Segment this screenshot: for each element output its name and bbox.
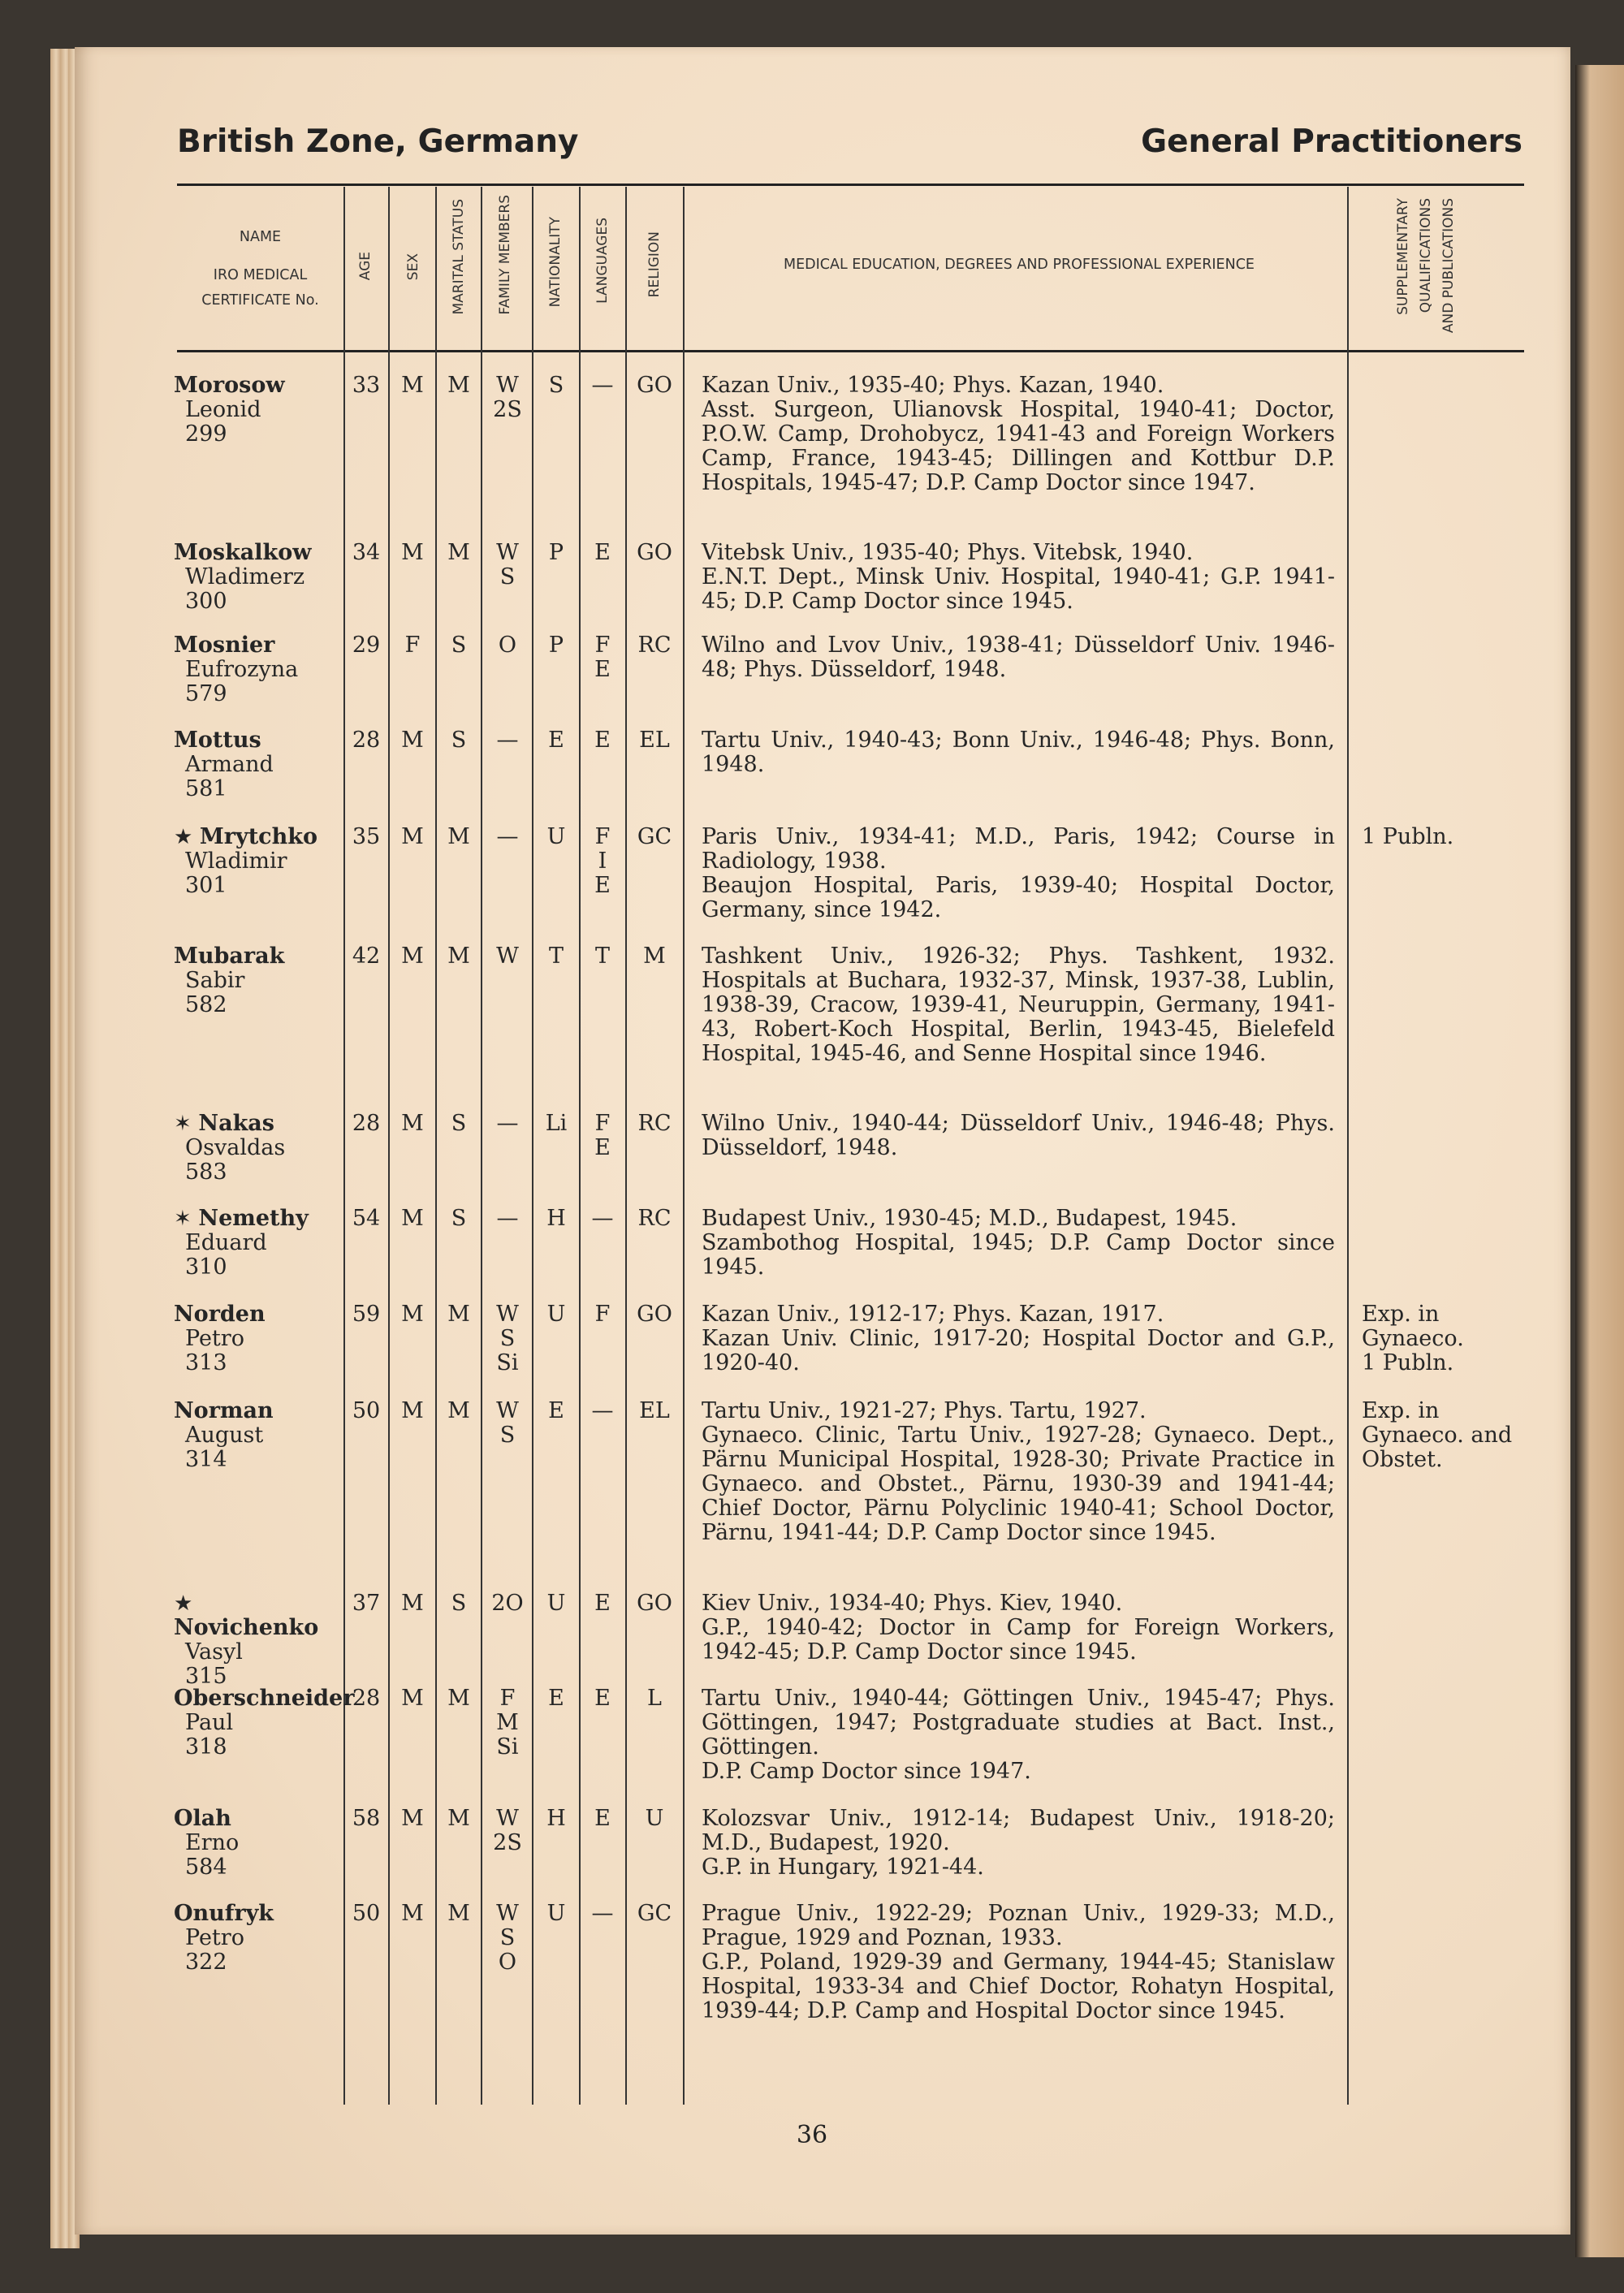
running-header-left: British Zone, Germany [177, 123, 579, 160]
given-name: Wladimerz [185, 564, 305, 589]
name-cell [174, 1302, 340, 1375]
family-members-cell: W S Si [496, 1302, 519, 1375]
surname: Oberschneider [174, 1686, 355, 1711]
given-name: August [185, 1423, 264, 1448]
marital-status-cell: M [447, 540, 470, 565]
languages-cell: — [591, 1901, 614, 1926]
religion-cell: U [645, 1806, 664, 1831]
nationality-cell: S [548, 373, 564, 398]
given-name: Eufrozyna [185, 657, 299, 682]
sex-cell: M [401, 1686, 424, 1711]
column-header-family-members: FAMILY MEMBERS [497, 195, 513, 315]
languages-cell: F E [594, 633, 611, 682]
nationality-cell: Li [545, 1111, 568, 1136]
name-cell [174, 1686, 355, 1760]
marital-status-cell: M [447, 1901, 470, 1926]
age-cell: 50 [352, 1398, 381, 1423]
languages-cell: T [594, 944, 610, 969]
name-cell [174, 1591, 340, 1689]
certificate-number: 579 [185, 681, 227, 706]
languages-cell: F I E [594, 824, 611, 898]
education-cell: Kazan Univ., 1935-40; Phys. Kazan, 1940. Asst. Surgeon, Ulianovsk Hospital, 1940-41; Doctor, P.O.W. Camp, Drohobycz, 1941-43 and Foreign Workers Camp, France, 1943-45; Dillingen and Kottbur D.P. Hospitals, 1945-47; D.P. Camp Doctor since 1947. [702, 373, 1335, 495]
sex-cell: F [404, 633, 421, 658]
religion-cell: GO [637, 1591, 672, 1616]
religion-cell: RC [637, 1206, 672, 1231]
column-header-age: AGE [357, 252, 374, 281]
header-top-rule [177, 184, 1524, 186]
marital-status-cell: S [451, 1591, 467, 1616]
certificate-number: 315 [185, 1664, 227, 1689]
surname: Moskalkow [174, 540, 312, 565]
education-cell: Kolozsvar Univ., 1912-14; Budapest Univ., 1918-20; M.D., Budapest, 1920. G.P. in Hungary, 1921-44. [702, 1806, 1335, 1880]
given-name: Petro [185, 1925, 244, 1950]
languages-cell: F [594, 1302, 611, 1327]
name-cell [174, 541, 340, 614]
marital-status-cell: M [447, 1686, 470, 1711]
family-members-cell: W S [496, 540, 519, 589]
religion-cell: EL [639, 728, 670, 753]
nationality-cell: E [548, 728, 564, 753]
education-cell: Prague Univ., 1922-29; Poznan Univ., 1929-33; M.D., Prague, 1929 and Poznan, 1933. G.P., Poland, 1929-39 and Germany, 1944-45; Stanislaw Hospital, 1933-34 and Chief Doctor, Rohatyn Hospital, 1939-44; D.P. Camp and Hospital Doctor since 1945. [702, 1901, 1335, 2023]
nationality-cell: H [546, 1206, 566, 1231]
languages-cell: F E [594, 1111, 611, 1160]
name-cell [174, 1902, 340, 1975]
given-name: Leonid [185, 397, 261, 422]
marital-status-cell: S [451, 728, 467, 753]
languages-cell: E [594, 1591, 611, 1616]
sex-cell: M [401, 373, 424, 398]
nationality-cell: U [546, 1901, 566, 1926]
family-members-cell: W S [496, 1398, 519, 1448]
religion-cell: M [643, 944, 666, 969]
given-name: Petro [185, 1326, 244, 1351]
name-cell [174, 825, 340, 898]
name-cell [174, 1207, 340, 1280]
age-cell: 35 [352, 824, 381, 849]
sex-cell: M [401, 1901, 424, 1926]
education-cell: Tartu Univ., 1921-27; Phys. Tartu, 1927. Gynaeco. Clinic, Tartu Univ., 1927-28; Gynaeco. Dept., Pärnu Municipal Hospital, 1928-30; Private Practice in Gynaeco. and Obstet., Pärnu, 1930-39 and 1941-44; Chief Doctor, Pärnu Polyclinic 1940-41; School Doctor, Pärnu, 1941-44; D.P. Camp Doctor since 1945. [702, 1398, 1335, 1545]
age-cell: 29 [352, 633, 381, 658]
given-name: Erno [185, 1830, 240, 1855]
religion-cell: RC [637, 1111, 672, 1136]
family-members-cell: W 2S [493, 1806, 522, 1855]
age-cell: 58 [352, 1806, 381, 1831]
name-cell [174, 1112, 340, 1185]
nationality-cell: U [546, 1302, 566, 1327]
family-members-cell: 2O [491, 1591, 524, 1616]
education-cell: Kiev Univ., 1934-40; Phys. Kiev, 1940. G.P., 1940-42; Doctor in Camp for Foreign Workers, 1942-45; D.P. Camp Doctor since 1945. [702, 1591, 1335, 1665]
star-marker: ★ [174, 825, 193, 849]
certificate-number: 299 [185, 421, 227, 447]
header-bottom-rule [177, 350, 1524, 352]
column-header-name: NAME IRO MEDICAL CERTIFICATE No. [201, 229, 319, 309]
name-cell [174, 1399, 340, 1472]
family-members-cell: W S O [496, 1901, 519, 1975]
family-members-cell: W 2S [493, 373, 522, 422]
age-cell: 28 [352, 1686, 381, 1711]
surname: Novichenko [174, 1615, 319, 1640]
surname: Mubarak [174, 944, 285, 969]
religion-cell: L [647, 1686, 662, 1711]
certificate-number: 300 [185, 589, 227, 614]
running-header-right: General Practitioners [1141, 123, 1522, 160]
sex-cell: M [401, 1591, 424, 1616]
family-members-cell: — [496, 728, 519, 753]
surname: Mosnier [174, 633, 275, 658]
certificate-number: 314 [185, 1447, 227, 1472]
certificate-number: 582 [185, 992, 227, 1017]
marital-status-cell: S [451, 1111, 467, 1136]
column-divider [683, 187, 685, 2105]
certificate-number: 322 [185, 1950, 227, 1975]
nationality-cell: P [548, 633, 564, 658]
supplementary-cell: 1 Publn. [1362, 824, 1454, 849]
name-cell [174, 633, 340, 706]
column-header-supplementary-3: AND PUBLICATIONS [1440, 198, 1457, 334]
surname: Mottus [174, 728, 261, 753]
sex-cell: M [401, 1398, 424, 1423]
column-divider [1347, 187, 1349, 2105]
given-name: Vasyl [185, 1639, 243, 1665]
marital-status-cell: S [451, 1206, 467, 1231]
column-header-religion: RELIGION [646, 231, 663, 298]
age-cell: 28 [352, 1111, 381, 1136]
languages-cell: E [594, 728, 611, 753]
supplementary-cell: Exp. in Gynaeco. and Obstet. [1362, 1398, 1513, 1472]
nationality-cell: U [546, 824, 566, 849]
given-name: Osvaldas [185, 1135, 286, 1160]
nationality-cell: E [548, 1686, 564, 1711]
name-cell [174, 944, 340, 1017]
certificate-number: 313 [185, 1350, 227, 1375]
nationality-cell: E [548, 1398, 564, 1423]
age-cell: 37 [352, 1591, 381, 1616]
education-cell: Paris Univ., 1934-41; M.D., Paris, 1942; Course in Radiology, 1938. Beaujon Hospital, Paris, 1939-40; Hospital Doctor, Germany, since 1942. [702, 824, 1335, 922]
family-members-cell: F M Si [496, 1686, 519, 1760]
education-cell: Vitebsk Univ., 1935-40; Phys. Vitebsk, 1940. E.N.T. Dept., Minsk Univ. Hospital, 1940-41; G.P. 1941-45; D.P. Camp Doctor since 1945. [702, 540, 1335, 614]
family-members-cell: — [496, 1206, 519, 1231]
sex-cell: M [401, 1111, 424, 1136]
family-members-cell: W [496, 944, 519, 969]
certificate-number: 318 [185, 1734, 227, 1760]
languages-cell: E [594, 1806, 611, 1831]
languages-cell: — [591, 1398, 614, 1423]
education-cell: Tartu Univ., 1940-44; Göttingen Univ., 1945-47; Phys. Göttingen, 1947; Postgraduate studies at Bact. Inst., Göttingen. D.P. Camp Doctor since 1947. [702, 1686, 1335, 1784]
languages-cell: E [594, 540, 611, 565]
given-name: Eduard [185, 1230, 267, 1255]
religion-cell: EL [639, 1398, 670, 1423]
column-header-marital-status: MARITAL STATUS [451, 199, 467, 315]
languages-cell: — [591, 1206, 614, 1231]
education-cell: Budapest Univ., 1930-45; M.D., Budapest, 1945. Szambothog Hospital, 1945; D.P. Camp Doctor since 1945. [702, 1206, 1335, 1280]
family-members-cell: — [496, 824, 519, 849]
marital-status-cell: S [451, 633, 467, 658]
name-cell [174, 1807, 340, 1880]
sex-cell: M [401, 944, 424, 969]
age-cell: 34 [352, 540, 381, 565]
family-members-cell: — [496, 1111, 519, 1136]
age-cell: 42 [352, 944, 381, 969]
education-cell: Wilno and Lvov Univ., 1938-41; Düsseldorf Univ. 1946-48; Phys. Düsseldorf, 1948. [702, 633, 1335, 682]
nationality-cell: P [548, 540, 564, 565]
name-cell [174, 728, 340, 801]
languages-cell: — [591, 373, 614, 398]
surname: Norden [174, 1302, 266, 1327]
age-cell: 28 [352, 728, 381, 753]
certificate-number: 584 [185, 1855, 227, 1880]
sex-cell: M [401, 1806, 424, 1831]
sex-cell: M [401, 1302, 424, 1327]
sex-cell: M [401, 728, 424, 753]
certificate-number: 581 [185, 776, 227, 801]
given-name: Sabir [185, 968, 245, 993]
religion-cell: GO [637, 373, 672, 398]
education-cell: Wilno Univ., 1940-44; Düsseldorf Univ., 1946-48; Phys. Düsseldorf, 1948. [702, 1111, 1335, 1160]
column-header-supplementary-2: QUALIFICATIONS [1418, 198, 1434, 313]
name-cell [174, 374, 340, 447]
surname: Morosow [174, 373, 285, 398]
surname: Nemethy [198, 1206, 309, 1231]
star-marker: ★ [174, 1591, 193, 1616]
sex-cell: M [401, 1206, 424, 1231]
column-header-languages: LANGUAGES [594, 218, 611, 304]
languages-cell: E [594, 1686, 611, 1711]
surname: Norman [174, 1398, 274, 1423]
marital-status-cell: M [447, 944, 470, 969]
star-marker: ✶ [174, 1207, 192, 1231]
education-cell: Tashkent Univ., 1926-32; Phys. Tashkent, 1932. Hospitals at Buchara, 1932-37, Minsk, 1937-38, Lublin, 1938-39, Cracow, 1939-41, Neuruppin, Germany, 1941-43, Robert-Koch Hospital, Berlin, 1943-45, Bielefeld Hospital, 1945-46, and Senne Hospital since 1946. [702, 944, 1335, 1066]
marital-status-cell: M [447, 1806, 470, 1831]
column-header-education: MEDICAL EDUCATION, DEGREES AND PROFESSIONAL EXPERIENCE [784, 257, 1255, 273]
surname: Olah [174, 1806, 231, 1831]
column-header-sex: SEX [405, 253, 421, 281]
sex-cell: M [401, 540, 424, 565]
surname: Nakas [198, 1111, 274, 1136]
age-cell: 59 [352, 1302, 381, 1327]
education-cell: Tartu Univ., 1940-43; Bonn Univ., 1946-48; Phys. Bonn, 1948. [702, 728, 1335, 777]
sex-cell: M [401, 824, 424, 849]
marital-status-cell: M [447, 373, 470, 398]
nationality-cell: H [546, 1806, 566, 1831]
surname: Onufryk [174, 1901, 274, 1926]
marital-status-cell: M [447, 824, 470, 849]
given-name: Wladimir [185, 849, 287, 874]
education-cell: Kazan Univ., 1912-17; Phys. Kazan, 1917. Kazan Univ. Clinic, 1917-20; Hospital Doctor and G.P., 1920-40. [702, 1302, 1335, 1375]
age-cell: 54 [352, 1206, 381, 1231]
given-name: Paul [185, 1710, 234, 1735]
age-cell: 50 [352, 1901, 381, 1926]
religion-cell: GC [637, 1901, 672, 1926]
religion-cell: GC [637, 824, 672, 849]
marital-status-cell: M [447, 1302, 470, 1327]
supplementary-cell: Exp. in Gynaeco. 1 Publn. [1362, 1302, 1464, 1375]
certificate-number: 301 [185, 873, 227, 898]
certificate-number: 583 [185, 1159, 227, 1185]
certificate-number: 310 [185, 1254, 227, 1280]
religion-cell: RC [637, 633, 672, 658]
column-header-supplementary-1: SUPPLEMENTARY [1395, 198, 1411, 315]
star-marker: ✶ [174, 1112, 192, 1136]
marital-status-cell: M [447, 1398, 470, 1423]
nationality-cell: T [548, 944, 564, 969]
page-number: 36 [796, 2121, 828, 2149]
family-members-cell: O [498, 633, 517, 658]
nationality-cell: U [546, 1591, 566, 1616]
religion-cell: GO [637, 540, 672, 565]
given-name: Armand [185, 752, 274, 777]
religion-cell: GO [637, 1302, 672, 1327]
surname: Mrytchko [199, 824, 317, 849]
age-cell: 33 [352, 373, 381, 398]
column-header-nationality: NATIONALITY [547, 217, 564, 308]
